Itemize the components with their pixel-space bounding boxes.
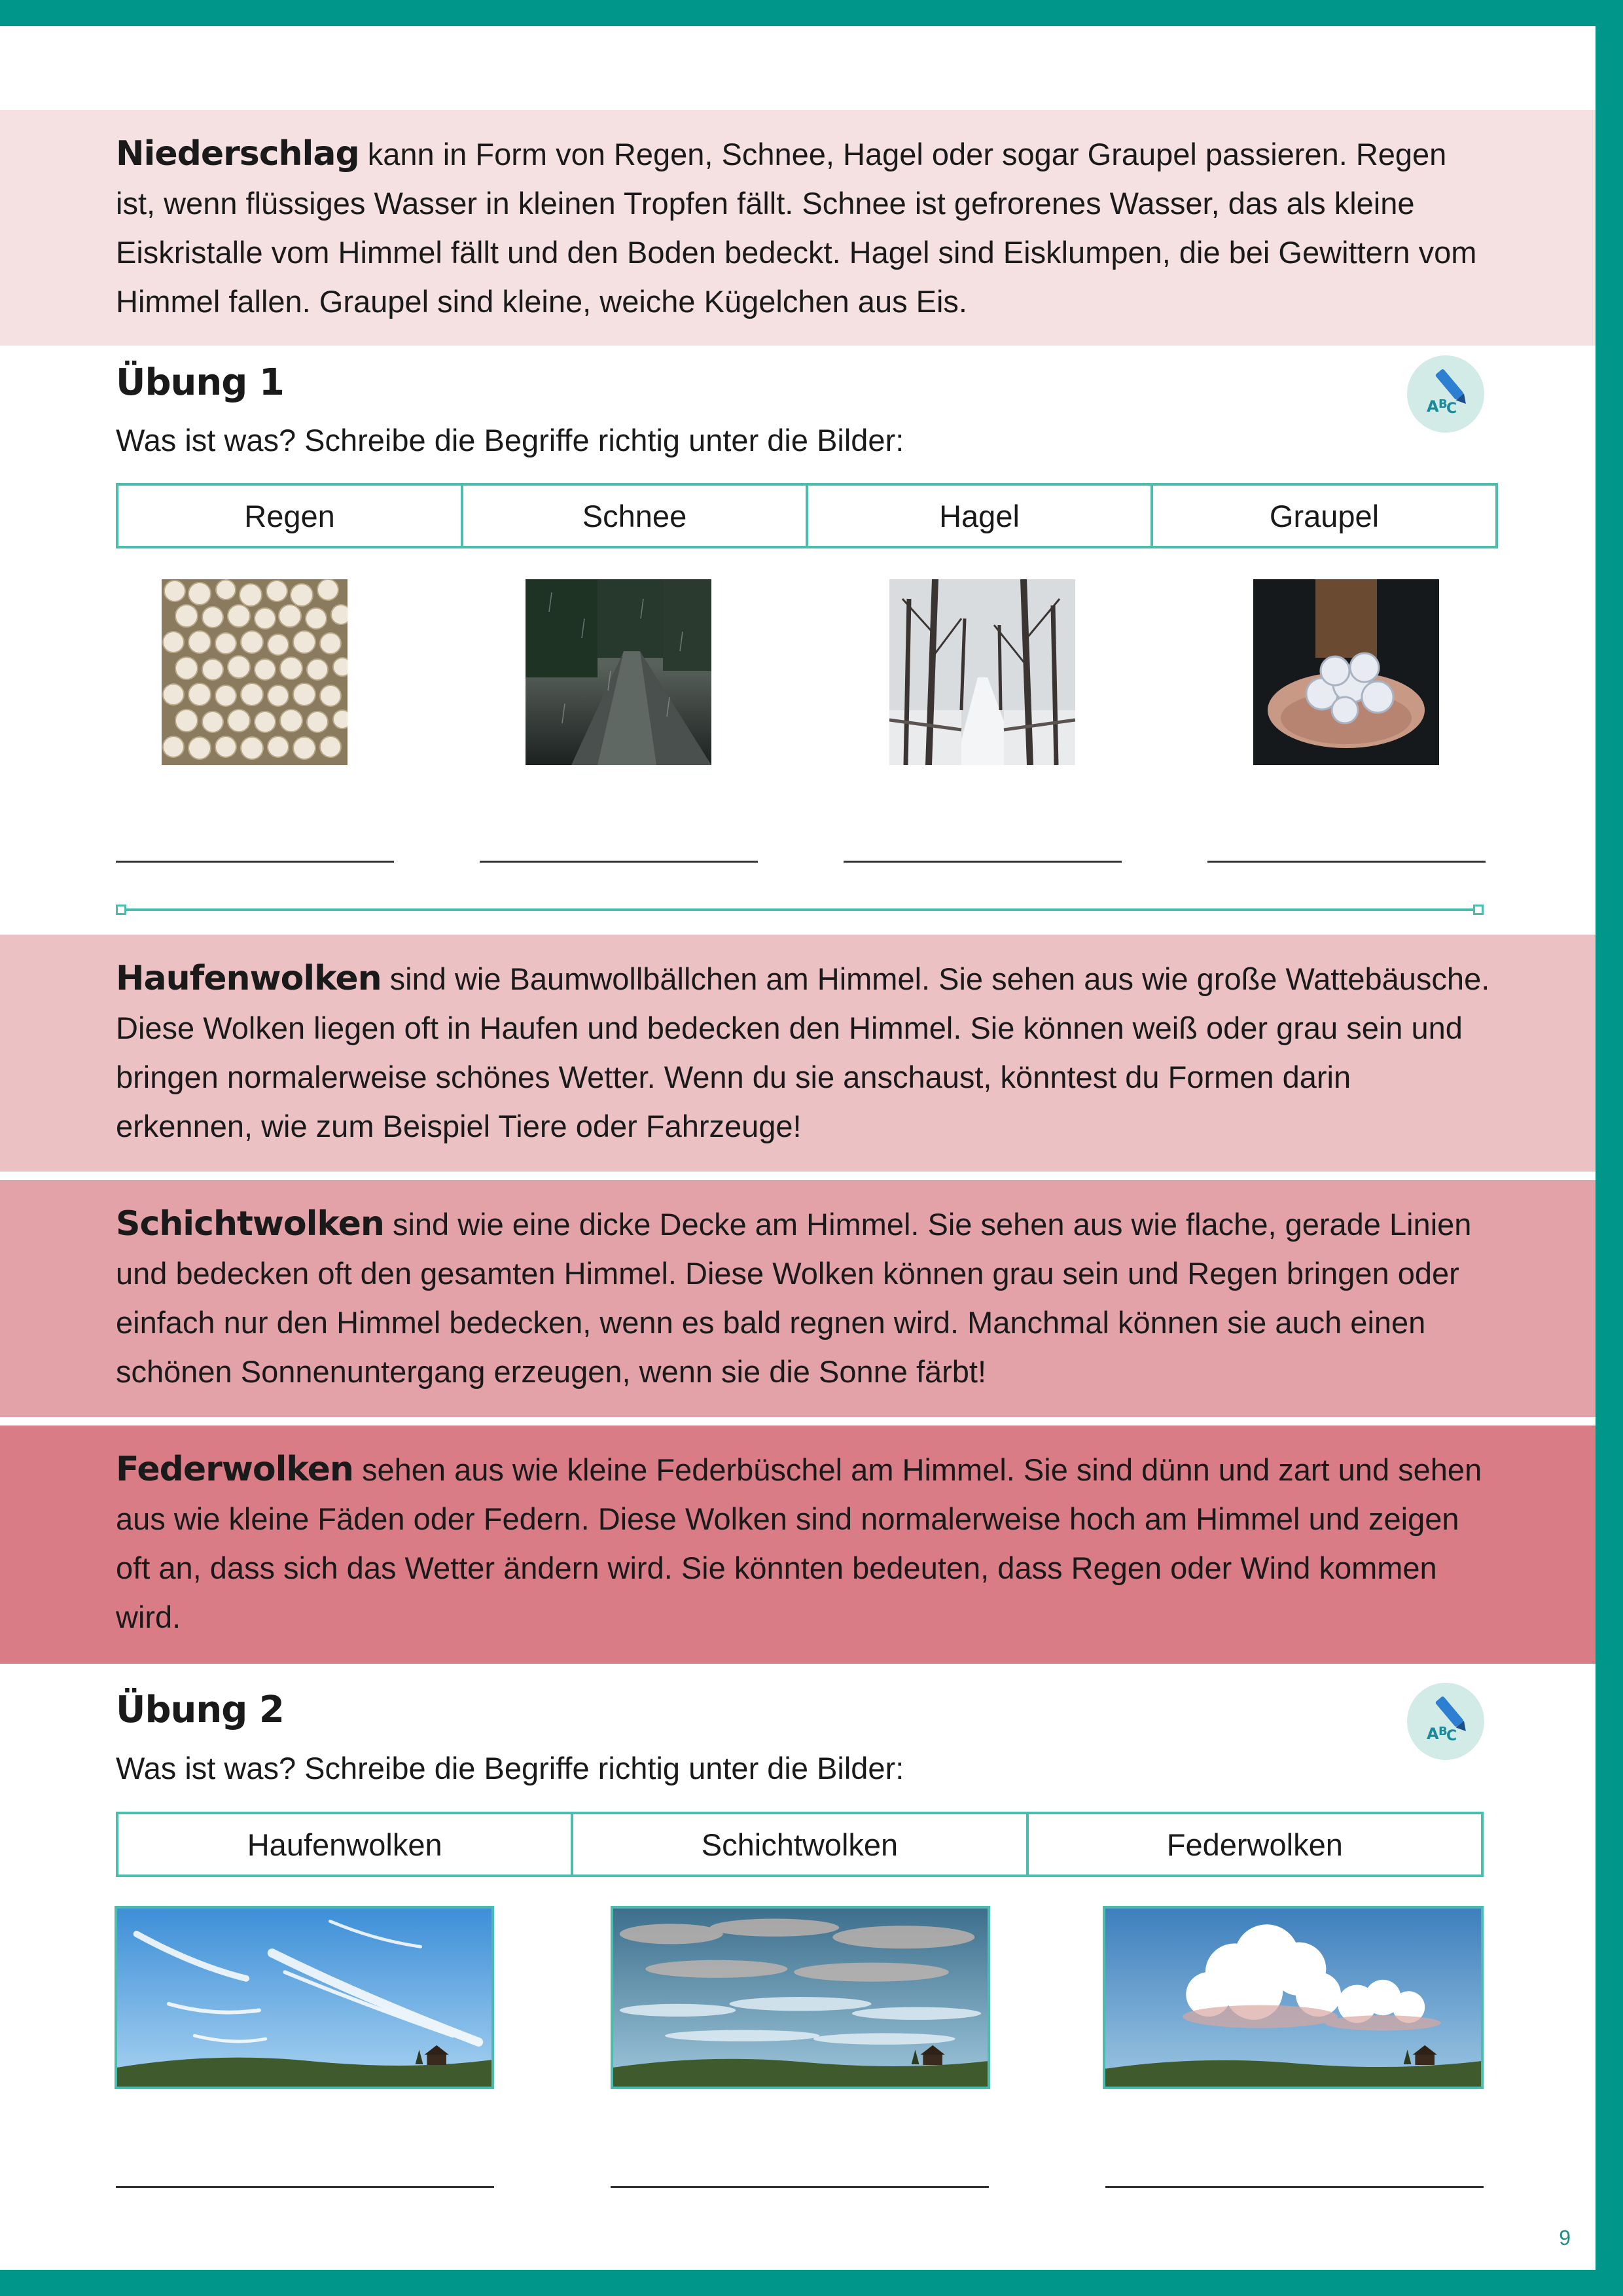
precipitation-text: kann in Form von Regen, Schnee, Hagel oder sogar Graupel passieren. Regen ist, wenn flüssiges Wasser in kleinen Tropfen fällt. Schnee ist gefrorenes Wasser, das als kleine Eiskristalle vom Himmel fällt und den Boden bedeckt. Hagel sind Eisklumpen, die bei Gewittern vom Himmel fallen. Graupel sind kleine, weiche Kügelchen aus Eis. [116,137,1477,319]
exercise-1-instruction: Was ist was? Schreibe die Begriffe richtig unter die Bilder: [116,423,904,457]
svg-text:B: B [1438,1725,1448,1738]
term-cell: Federwolken [1166,1827,1343,1862]
precipitation-term: Niederschlag [116,134,359,173]
bottom-frame-bar [0,2270,1623,2296]
term-cell: Schnee [463,486,808,546]
answer-line[interactable] [611,2186,989,2188]
writing-pen-icon [1407,355,1484,433]
term-cell: Schichtwolken [573,1814,1028,1874]
rain-street-photo-icon [526,579,711,765]
exercise-2-title: Übung 2 [116,1689,284,1731]
answer-line[interactable] [480,861,758,863]
precipitation-paragraph [116,130,1491,326]
exercise-1-title: Übung 1 [116,361,284,404]
answer-line[interactable] [1105,2186,1484,2188]
cirrus-paragraph [116,1445,1491,1641]
term-cell: Graupel [1269,498,1380,533]
precipitation-info-box [0,110,1596,346]
exercise-1-term-table [116,483,1498,548]
graupel-photo-icon [162,579,348,765]
stratus-info-box [0,1180,1596,1417]
cirrus-term: Federwolken [116,1450,353,1489]
term-cell: Haufenwolken [118,1814,573,1874]
writing-pen-icon [1407,1683,1484,1760]
answer-line[interactable] [116,2186,494,2188]
answer-line[interactable] [1207,861,1486,863]
cirrus-text: sehen aus wie kleine Federbüschel am Himmel. Sie sind dünn und zart und sehen aus wie kleine Fäden oder Federn. Diese Wolken sind normalerweise hoch am Himmel und zeigen oft an, dass sich das Wetter ändern wird. Sie könnten bedeuten, dass Regen oder Wind kommen wird. [116,1452,1482,1634]
stratus-term: Schichtwolken [116,1204,384,1244]
cirrus-info-box [0,1426,1596,1664]
page-number: 9 [1559,2226,1571,2250]
cirrus-sky-illustration-icon [115,1906,494,2089]
stratus-paragraph [116,1200,1491,1396]
stratus-sky-illustration-icon [611,1906,990,2089]
svg-text:B: B [1438,397,1448,411]
cumulus-sky-illustration-icon [1103,1906,1484,2089]
svg-text:A: A [1427,1725,1439,1743]
answer-line[interactable] [844,861,1122,863]
svg-text:C: C [1446,1728,1457,1744]
answer-line[interactable] [116,861,394,863]
hail-in-hands-photo-icon [1253,579,1439,765]
cumulus-info-box [0,935,1596,1172]
cumulus-text: sind wie Baumwollbällchen am Himmel. Sie sehen aus wie große Wattebäusche. Diese Wolken liegen oft in Haufen und bedecken den Himmel. Sie können weiß oder grau sein und bringen normalerweise schönes Wetter. Wenn du sie anschaust, könntest du Formen darin erkennen, wie zum Beispiel Tiere oder Fahrzeuge! [116,961,1490,1143]
divider-end-marker [116,905,126,915]
stratus-text: sind wie eine dicke Decke am Himmel. Sie sehen aus wie flache, gerade Linien und bedecken oft den gesamten Himmel. Diese Wolken können grau sein und Regen bringen oder einfach nur den Himmel bedecken, wenn es bald regnen wird. Manchmal können sie auch einen schönen Sonnenuntergang erzeugen, wenn sie die Sonne färbt! [116,1207,1472,1389]
term-cell: Regen [118,486,463,546]
exercise-2-term-table [116,1812,1484,1877]
cumulus-paragraph [116,954,1491,1151]
right-frame-bar [1596,0,1623,2296]
section-divider [116,908,1484,911]
divider-end-marker [1473,905,1484,915]
cumulus-term: Haufenwolken [116,959,382,998]
svg-text:A: A [1427,397,1439,416]
snowy-path-photo-icon [889,579,1075,765]
svg-text:C: C [1446,401,1457,417]
top-frame-bar [0,0,1623,26]
term-cell: Hagel [808,486,1153,546]
exercise-2-instruction: Was ist was? Schreibe die Begriffe richtig unter die Bilder: [116,1751,904,1785]
